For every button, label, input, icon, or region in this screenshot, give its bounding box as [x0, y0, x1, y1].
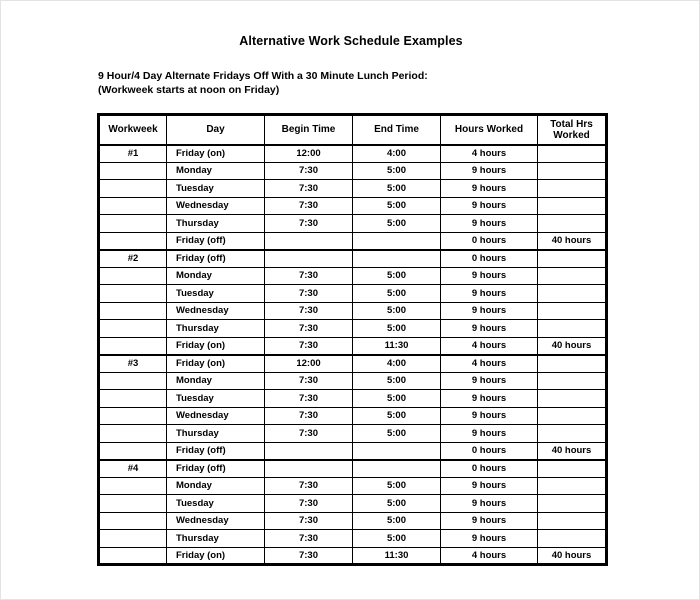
cell-day: Friday (off)	[167, 232, 265, 250]
cell-begin-time: 7:30	[265, 267, 353, 285]
cell-total-hours	[538, 530, 607, 548]
table-row	[99, 495, 607, 513]
table-header-row	[99, 115, 607, 145]
cell-total-hours	[538, 180, 607, 198]
cell-hours-worked: 0 hours	[441, 442, 538, 460]
cell-hours-worked: 9 hours	[441, 320, 538, 338]
cell-begin-time	[265, 460, 353, 478]
cell-workweek	[99, 442, 167, 460]
table-row	[99, 215, 607, 233]
cell-day: Wednesday	[167, 302, 265, 320]
cell-day: Thursday	[167, 320, 265, 338]
cell-day: Thursday	[167, 530, 265, 548]
cell-hours-worked: 9 hours	[441, 285, 538, 303]
cell-total-hours	[538, 372, 607, 390]
cell-workweek	[99, 477, 167, 495]
cell-workweek	[99, 162, 167, 180]
cell-total-hours	[538, 425, 607, 443]
cell-workweek	[99, 232, 167, 250]
column-header-workweek: Workweek	[99, 115, 167, 145]
table-row	[99, 477, 607, 495]
cell-end-time: 5:00	[353, 372, 441, 390]
table-row	[99, 320, 607, 338]
cell-end-time: 5:00	[353, 267, 441, 285]
cell-total-hours	[538, 250, 607, 268]
cell-end-time: 11:30	[353, 337, 441, 355]
cell-workweek	[99, 407, 167, 425]
cell-total-hours	[538, 320, 607, 338]
cell-end-time: 5:00	[353, 302, 441, 320]
cell-begin-time: 7:30	[265, 215, 353, 233]
cell-hours-worked: 0 hours	[441, 460, 538, 478]
cell-end-time: 5:00	[353, 477, 441, 495]
cell-end-time: 5:00	[353, 495, 441, 513]
schedule-table-container	[97, 113, 605, 566]
table-row	[99, 372, 607, 390]
cell-hours-worked: 9 hours	[441, 267, 538, 285]
cell-workweek	[99, 215, 167, 233]
cell-begin-time	[265, 250, 353, 268]
cell-begin-time: 7:30	[265, 302, 353, 320]
cell-workweek: #1	[99, 145, 167, 163]
cell-hours-worked: 9 hours	[441, 302, 538, 320]
cell-day: Wednesday	[167, 407, 265, 425]
cell-day: Friday (on)	[167, 145, 265, 163]
schedule-description-line-1: 9 Hour/4 Day Alternate Fridays Off With a 30 Minute Lunch Period:	[98, 70, 428, 82]
cell-hours-worked: 0 hours	[441, 232, 538, 250]
cell-total-hours	[538, 407, 607, 425]
cell-end-time: 5:00	[353, 407, 441, 425]
cell-total-hours	[538, 495, 607, 513]
cell-total-hours	[538, 355, 607, 373]
cell-workweek	[99, 530, 167, 548]
table-row	[99, 250, 607, 268]
cell-day: Tuesday	[167, 285, 265, 303]
table-header	[99, 115, 607, 145]
cell-day: Tuesday	[167, 390, 265, 408]
table-row	[99, 390, 607, 408]
cell-hours-worked: 4 hours	[441, 355, 538, 373]
table-body	[99, 145, 607, 565]
cell-end-time: 5:00	[353, 512, 441, 530]
cell-end-time: 5:00	[353, 530, 441, 548]
cell-total-hours: 40 hours	[538, 547, 607, 565]
cell-hours-worked: 9 hours	[441, 425, 538, 443]
table-row	[99, 197, 607, 215]
cell-total-hours	[538, 285, 607, 303]
table-row	[99, 460, 607, 478]
cell-hours-worked: 9 hours	[441, 530, 538, 548]
schedule-description	[98, 69, 428, 97]
cell-workweek	[99, 547, 167, 565]
cell-end-time: 5:00	[353, 197, 441, 215]
cell-workweek	[99, 425, 167, 443]
cell-end-time	[353, 232, 441, 250]
cell-end-time	[353, 460, 441, 478]
cell-end-time	[353, 442, 441, 460]
cell-begin-time: 7:30	[265, 372, 353, 390]
cell-begin-time: 7:30	[265, 425, 353, 443]
cell-begin-time: 7:30	[265, 180, 353, 198]
cell-begin-time: 12:00	[265, 355, 353, 373]
cell-workweek: #4	[99, 460, 167, 478]
cell-end-time: 5:00	[353, 320, 441, 338]
column-header-day: Day	[167, 115, 265, 145]
cell-begin-time: 7:30	[265, 162, 353, 180]
table-row	[99, 302, 607, 320]
cell-hours-worked: 0 hours	[441, 250, 538, 268]
cell-hours-worked: 9 hours	[441, 215, 538, 233]
column-header-hours-worked: Hours Worked	[441, 115, 538, 145]
cell-day: Friday (on)	[167, 355, 265, 373]
cell-total-hours	[538, 512, 607, 530]
cell-begin-time: 12:00	[265, 145, 353, 163]
cell-day: Monday	[167, 162, 265, 180]
cell-end-time: 4:00	[353, 355, 441, 373]
cell-workweek	[99, 495, 167, 513]
cell-day: Monday	[167, 372, 265, 390]
cell-workweek	[99, 180, 167, 198]
cell-end-time	[353, 250, 441, 268]
cell-hours-worked: 4 hours	[441, 547, 538, 565]
cell-end-time: 5:00	[353, 390, 441, 408]
cell-day: Wednesday	[167, 197, 265, 215]
table-row	[99, 355, 607, 373]
table-row	[99, 162, 607, 180]
work-schedule-table	[97, 113, 608, 566]
cell-day: Tuesday	[167, 180, 265, 198]
cell-total-hours	[538, 302, 607, 320]
cell-begin-time	[265, 442, 353, 460]
cell-workweek	[99, 372, 167, 390]
cell-hours-worked: 9 hours	[441, 162, 538, 180]
cell-begin-time: 7:30	[265, 512, 353, 530]
cell-workweek	[99, 197, 167, 215]
column-header-end-time: End Time	[353, 115, 441, 145]
cell-begin-time: 7:30	[265, 477, 353, 495]
cell-hours-worked: 9 hours	[441, 390, 538, 408]
cell-hours-worked: 4 hours	[441, 337, 538, 355]
cell-workweek: #2	[99, 250, 167, 268]
cell-total-hours	[538, 267, 607, 285]
cell-end-time: 5:00	[353, 180, 441, 198]
cell-day: Monday	[167, 477, 265, 495]
cell-workweek	[99, 390, 167, 408]
table-row	[99, 267, 607, 285]
table-row	[99, 547, 607, 565]
cell-hours-worked: 4 hours	[441, 145, 538, 163]
cell-day: Friday (off)	[167, 442, 265, 460]
cell-workweek	[99, 512, 167, 530]
cell-day: Thursday	[167, 215, 265, 233]
table-row	[99, 285, 607, 303]
cell-workweek	[99, 267, 167, 285]
cell-hours-worked: 9 hours	[441, 477, 538, 495]
column-header-total-hours: Total Hrs Worked	[538, 115, 607, 145]
cell-total-hours	[538, 477, 607, 495]
cell-workweek	[99, 302, 167, 320]
table-row	[99, 180, 607, 198]
cell-day: Friday (off)	[167, 250, 265, 268]
table-row	[99, 145, 607, 163]
cell-begin-time: 7:30	[265, 320, 353, 338]
cell-day: Thursday	[167, 425, 265, 443]
cell-day: Friday (off)	[167, 460, 265, 478]
cell-total-hours: 40 hours	[538, 442, 607, 460]
schedule-description-line-2: (Workweek starts at noon on Friday)	[98, 84, 280, 96]
cell-hours-worked: 9 hours	[441, 495, 538, 513]
table-row	[99, 337, 607, 355]
table-row	[99, 512, 607, 530]
cell-begin-time: 7:30	[265, 197, 353, 215]
cell-end-time: 5:00	[353, 425, 441, 443]
cell-workweek: #3	[99, 355, 167, 373]
cell-begin-time: 7:30	[265, 530, 353, 548]
cell-begin-time: 7:30	[265, 390, 353, 408]
table-row	[99, 425, 607, 443]
cell-end-time: 11:30	[353, 547, 441, 565]
cell-day: Tuesday	[167, 495, 265, 513]
cell-hours-worked: 9 hours	[441, 372, 538, 390]
cell-begin-time: 7:30	[265, 337, 353, 355]
table-row	[99, 530, 607, 548]
cell-begin-time: 7:30	[265, 407, 353, 425]
cell-hours-worked: 9 hours	[441, 197, 538, 215]
cell-total-hours	[538, 215, 607, 233]
page-title: Alternative Work Schedule Examples	[239, 34, 463, 48]
cell-begin-time: 7:30	[265, 285, 353, 303]
cell-workweek	[99, 285, 167, 303]
cell-total-hours	[538, 197, 607, 215]
cell-total-hours	[538, 145, 607, 163]
cell-end-time: 5:00	[353, 285, 441, 303]
cell-begin-time: 7:30	[265, 547, 353, 565]
cell-workweek	[99, 320, 167, 338]
cell-hours-worked: 9 hours	[441, 180, 538, 198]
cell-total-hours	[538, 460, 607, 478]
cell-end-time: 4:00	[353, 145, 441, 163]
cell-hours-worked: 9 hours	[441, 512, 538, 530]
cell-workweek	[99, 337, 167, 355]
cell-total-hours	[538, 390, 607, 408]
cell-begin-time: 7:30	[265, 495, 353, 513]
cell-day: Friday (on)	[167, 337, 265, 355]
cell-day: Friday (on)	[167, 547, 265, 565]
column-header-begin-time: Begin Time	[265, 115, 353, 145]
table-row	[99, 232, 607, 250]
cell-end-time: 5:00	[353, 215, 441, 233]
cell-day: Wednesday	[167, 512, 265, 530]
cell-total-hours: 40 hours	[538, 232, 607, 250]
cell-end-time: 5:00	[353, 162, 441, 180]
cell-total-hours	[538, 162, 607, 180]
table-row	[99, 407, 607, 425]
cell-hours-worked: 9 hours	[441, 407, 538, 425]
cell-total-hours: 40 hours	[538, 337, 607, 355]
cell-begin-time	[265, 232, 353, 250]
table-row	[99, 442, 607, 460]
cell-day: Monday	[167, 267, 265, 285]
